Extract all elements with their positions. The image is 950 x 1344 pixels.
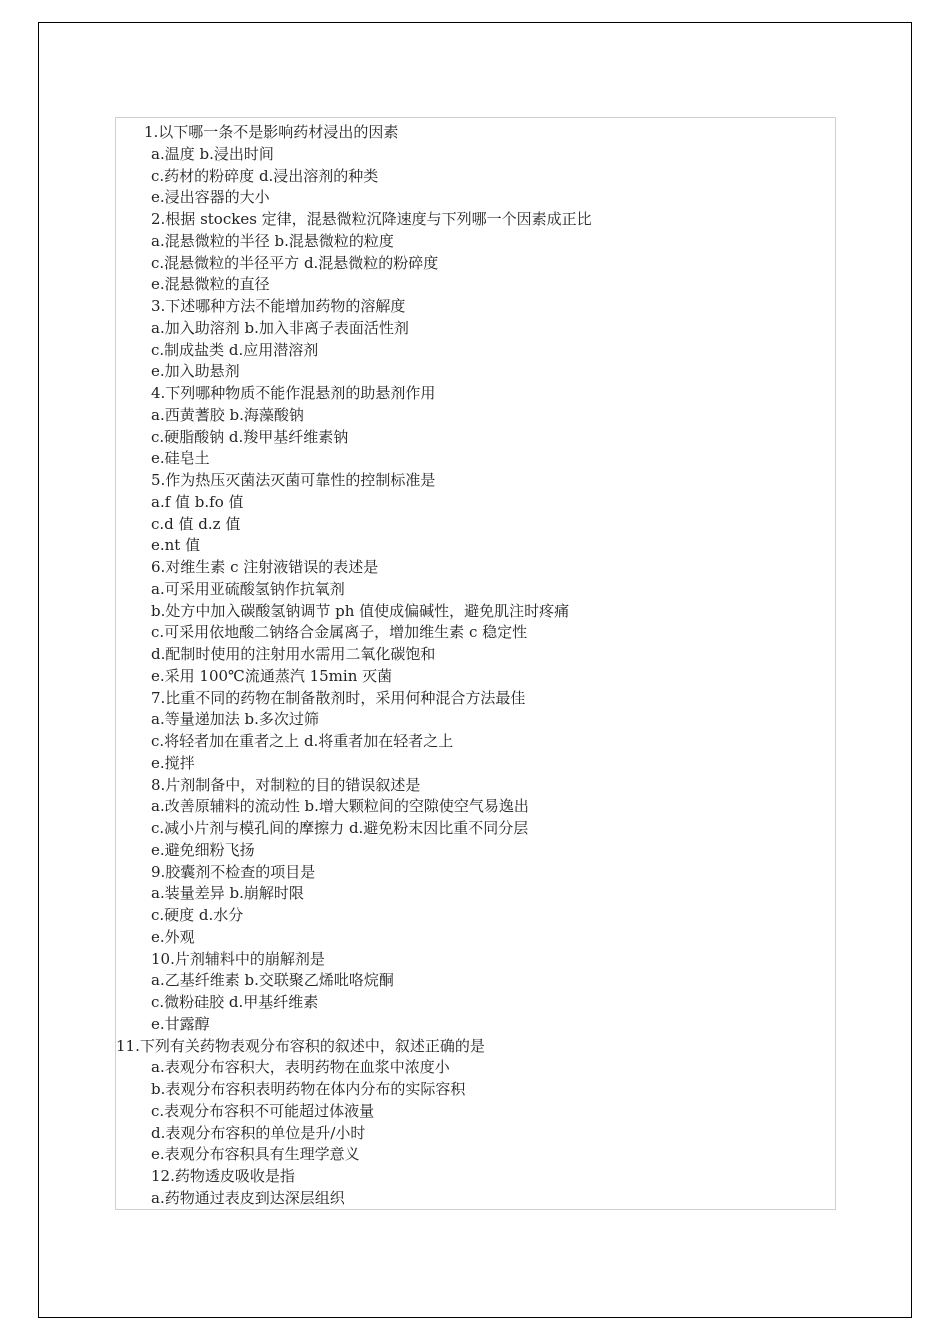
answer-option: e.外观 xyxy=(151,927,195,946)
answer-option: e.搅拌 xyxy=(151,753,195,772)
answer-option: a.改善原辅料的流动性 b.增大颗粒间的空隙使空气易逸出 xyxy=(151,797,529,816)
question-text: 8.片剂制备中，对制粒的目的错误叙述是 xyxy=(151,775,421,794)
question-text: 1.以下哪一条不是影响药材浸出的因素 xyxy=(144,123,399,141)
answer-option: c.可采用依地酸二钠络合金属离子，增加维生素 c 稳定性 xyxy=(151,623,528,642)
answer-option: e.甘露醇 xyxy=(151,1014,210,1033)
answer-option: a.药物通过表皮到达深层组织 xyxy=(151,1188,345,1207)
answer-option: a.混悬微粒的半径 b.混悬微粒的粒度 xyxy=(151,231,394,250)
answer-option: a.可采用亚硫酸氢钠作抗氧剂 xyxy=(151,579,345,598)
question-text: 2.根据 stockes 定律，混悬微粒沉降速度与下列哪一个因素成正比 xyxy=(151,210,592,228)
answer-option: d.配制时使用的注射用水需用二氧化碳饱和 xyxy=(151,645,436,663)
answer-option: c.将轻者加在重者之上 d.将重者加在轻者之上 xyxy=(151,732,454,750)
answer-option: e.采用 100℃流通蒸汽 15min 灭菌 xyxy=(151,666,393,685)
question-text: 7.比重不同的药物在制备散剂时，采用何种混合方法最佳 xyxy=(151,688,526,707)
answer-option: e.浸出容器的大小 xyxy=(151,188,270,207)
question-text: 10.片剂辅料中的崩解剂是 xyxy=(151,949,325,968)
answer-option: c.表观分布容积不可能超过体液量 xyxy=(151,1101,375,1120)
question-text: 11.下列有关药物表观分布容积的叙述中，叙述正确的是 xyxy=(116,1036,485,1055)
document-content xyxy=(115,117,836,1210)
question-list xyxy=(116,122,835,1210)
answer-option: e.混悬微粒的直径 xyxy=(151,275,270,294)
answer-option: a.乙基纤维素 b.交联聚乙烯吡咯烷酮 xyxy=(151,971,394,990)
answer-option: a.西黄蓍胶 b.海藻酸钠 xyxy=(151,405,304,424)
answer-option: e.表观分布容积具有生理学意义 xyxy=(151,1145,360,1164)
answer-option: c.硬脂酸钠 d.羧甲基纤维素钠 xyxy=(151,427,349,446)
question-text: 3.下述哪种方法不能增加药物的溶解度 xyxy=(151,297,406,315)
answer-option: c.硬度 d.水分 xyxy=(151,906,244,924)
answer-option: a.表观分布容积大，表明药物在血浆中浓度小 xyxy=(151,1058,450,1077)
question-text: 4.下列哪种物质不能作混悬剂的助悬剂作用 xyxy=(151,384,436,402)
answer-option: a.等量递加法 b.多次过筛 xyxy=(151,710,319,729)
answer-option: c.微粉硅胶 d.甲基纤维素 xyxy=(151,993,319,1011)
answer-option: a.f 值 b.fo 值 xyxy=(151,492,244,511)
answer-option: e.硅皂土 xyxy=(151,449,210,468)
question-text: 9.胶囊剂不检查的项目是 xyxy=(151,862,316,881)
question-text: 6.对维生素 c 注射液错误的表述是 xyxy=(151,558,379,576)
answer-option: e.加入助悬剂 xyxy=(151,362,240,381)
question-text: 12.药物透皮吸收是指 xyxy=(151,1167,295,1185)
answer-option: b.表观分布容积表明药物在体内分布的实际容积 xyxy=(151,1080,466,1098)
answer-option: c.混悬微粒的半径平方 d.混悬微粒的粉碎度 xyxy=(151,253,439,272)
answer-option: a.装量差异 b.崩解时限 xyxy=(151,884,304,903)
answer-option: c.减小片剂与模孔间的摩擦力 d.避免粉末因比重不同分层 xyxy=(151,819,529,837)
answer-option: e.避免细粉飞扬 xyxy=(151,840,255,859)
answer-option: c.制成盐类 d.应用潜溶剂 xyxy=(151,340,319,359)
answer-option: c.药材的粉碎度 d.浸出溶剂的种类 xyxy=(151,166,379,185)
answer-option: c.d 值 d.z 值 xyxy=(151,514,241,533)
answer-option: e.nt 值 xyxy=(151,536,201,555)
answer-option: a.温度 b.浸出时间 xyxy=(151,144,274,163)
question-text: 5.作为热压灭菌法灭菌可靠性的控制标准是 xyxy=(151,471,436,489)
answer-option: b.处方中加入碳酸氢钠调节 ph 值使成偏碱性，避免肌注时疼痛 xyxy=(151,601,570,620)
answer-option: a.加入助溶剂 b.加入非离子表面活性剂 xyxy=(151,318,409,337)
answer-option: d.表观分布容积的单位是升/小时 xyxy=(151,1123,366,1142)
